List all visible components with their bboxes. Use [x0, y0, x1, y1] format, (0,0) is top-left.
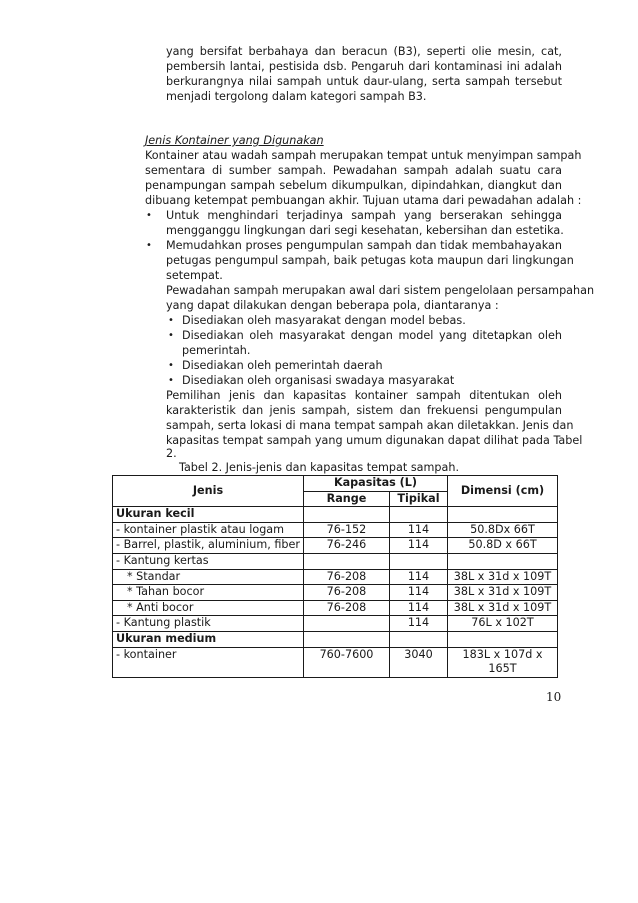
table-cell-range [304, 507, 390, 523]
pola-item: Disediakan oleh pemerintah daerah [182, 359, 383, 372]
header-tipikal: Tipikal [390, 491, 448, 507]
section-line: sementara di sumber sampah. Pewadahan sampah adalah suatu cara [145, 164, 562, 177]
table-cell-range [304, 616, 390, 632]
bullet-icon: • [168, 315, 174, 326]
intro-line: pembersih lantai, pestisida dsb. Pengaruh dari kontaminasi ini adalah [166, 60, 562, 73]
table-cell-tipikal: 114 [390, 585, 448, 601]
table-header-row [113, 476, 558, 492]
table-cell-tipikal [390, 631, 448, 647]
bullet-icon: • [146, 210, 152, 221]
table-cell-jenis: - Barrel, plastik, aluminium, fiber [113, 538, 304, 554]
intro-line: yang bersifat berbahaya dan beracun (B3), seperti olie mesin, cat, [166, 45, 562, 58]
table-cell-tipikal: 114 [390, 538, 448, 554]
bullet-line: Untuk menghindari terjadinya sampah yang berserakan sehingga [166, 209, 562, 222]
table-cell-range [304, 553, 390, 569]
table-cell-dimensi [448, 631, 558, 647]
pola-item: pemerintah. [182, 344, 251, 357]
header-dimensi: Dimensi (cm) [448, 476, 558, 507]
table-row [113, 522, 558, 538]
table-row [113, 585, 558, 601]
pemilihan-line: Pemilihan jenis dan kapasitas kontainer sampah ditentukan oleh [166, 389, 562, 402]
table-cell-jenis: * Anti bocor [113, 600, 304, 616]
bullet-line: Memudahkan proses pengumpulan sampah dan tidak membahayakan [166, 239, 562, 252]
pola-item: Disediakan oleh masyarakat dengan model yang ditetapkan oleh [182, 329, 562, 342]
bullet-line: petugas pengumpul sampah, baik petugas kota maupun dari lingkungan [166, 254, 574, 267]
table-cell-range: 76-152 [304, 522, 390, 538]
header-jenis: Jenis [113, 476, 304, 507]
table-cell-jenis: - kontainer plastik atau logam [113, 522, 304, 538]
table-cell-tipikal: 114 [390, 616, 448, 632]
table-cell-range [304, 631, 390, 647]
table-cell-range: 76-208 [304, 600, 390, 616]
table-caption: Tabel 2. Jenis-jenis dan kapasitas tempat sampah. [178, 461, 460, 474]
table-cell-tipikal [390, 507, 448, 523]
table-row [113, 553, 558, 569]
table-row [113, 600, 558, 616]
table-row [113, 647, 558, 677]
pola-item: Disediakan oleh organisasi swadaya masyarakat [182, 374, 455, 387]
table-cell-range: 76-208 [304, 585, 390, 601]
capacity-table [112, 475, 558, 678]
table-cell-jenis: Ukuran medium [113, 631, 304, 647]
header-range: Range [304, 491, 390, 507]
table-row [113, 631, 558, 647]
table-cell-jenis: - kontainer [113, 647, 304, 677]
table-cell-dimensi [448, 507, 558, 523]
table-cell-dimensi: 38L x 31d x 109T [448, 585, 558, 601]
bullet-line: setempat. [166, 269, 223, 282]
table-cell-jenis: * Tahan bocor [113, 585, 304, 601]
section-line: dibuang ketempat pembuangan akhir. Tujuan utama dari pewadahan adalah : [145, 194, 582, 207]
pola-item: Disediakan oleh masyarakat dengan model bebas. [182, 314, 466, 327]
pola-line: Pewadahan sampah merupakan awal dari sistem pengelolaan persampahan [166, 284, 595, 297]
dimensi-line: 183L x 107d x [462, 647, 543, 661]
bullet-icon: • [146, 240, 152, 251]
table-cell-tipikal: 114 [390, 600, 448, 616]
dimensi-line: 165T [488, 662, 517, 676]
table-cell-tipikal: 3040 [390, 647, 448, 677]
table-cell-dimensi: 50.8Dx 66T [448, 522, 558, 538]
pemilihan-line: kapasitas tempat sampah yang umum digunakan dapat dilihat pada Tabel [166, 434, 583, 447]
table-cell-range: 760-7600 [304, 647, 390, 677]
pemilihan-line: sampah, serta lokasi di mana tempat sampah akan diletakkan. Jenis dan [166, 419, 574, 432]
table-cell-dimensi: 38L x 31d x 109T [448, 600, 558, 616]
table-row [113, 507, 558, 523]
pemilihan-line: karakteristik dan jenis sampah, sistem dan frekuensi pengumpulan [166, 404, 562, 417]
table-cell-jenis: * Standar [113, 569, 304, 585]
table-cell-dimensi [448, 553, 558, 569]
table-cell-dimensi: 50.8D x 66T [448, 538, 558, 554]
section-heading: Jenis Kontainer yang Digunakan [145, 134, 324, 147]
table-cell-jenis: - Kantung kertas [113, 553, 304, 569]
table-cell-tipikal: 114 [390, 569, 448, 585]
table-cell-dimensi [448, 647, 558, 677]
bullet-icon: • [168, 375, 174, 386]
bullet-icon: • [168, 330, 174, 341]
table-cell-tipikal: 114 [390, 522, 448, 538]
intro-line: berkurangnya nilai sampah untuk daur-ulang, serta sampah tersebut [166, 75, 562, 88]
pemilihan-line: 2. [166, 447, 177, 460]
table-cell-dimensi: 38L x 31d x 109T [448, 569, 558, 585]
header-kapasitas: Kapasitas (L) [304, 476, 448, 492]
table-row [113, 569, 558, 585]
table-cell-dimensi: 76L x 102T [448, 616, 558, 632]
section-line: penampungan sampah sebelum dikumpulkan, dipindahkan, diangkut dan [145, 179, 562, 192]
bullet-line: mengganggu lingkungan dari segi kesehatan, kebersihan dan estetika. [166, 224, 564, 237]
pola-line: yang dapat dilakukan dengan beberapa pola, diantaranya : [166, 299, 499, 312]
table-row [113, 538, 558, 554]
table-cell-range: 76-246 [304, 538, 390, 554]
table-cell-jenis: - Kantung plastik [113, 616, 304, 632]
page-number: 10 [546, 690, 562, 704]
table-cell-tipikal [390, 553, 448, 569]
table-row [113, 616, 558, 632]
table-cell-range: 76-208 [304, 569, 390, 585]
section-line: Kontainer atau wadah sampah merupakan tempat untuk menyimpan sampah [145, 149, 582, 162]
table-cell-jenis: Ukuran kecil [113, 507, 304, 523]
bullet-icon: • [168, 360, 174, 371]
intro-line: menjadi tergolong dalam kategori sampah B3. [166, 90, 427, 103]
